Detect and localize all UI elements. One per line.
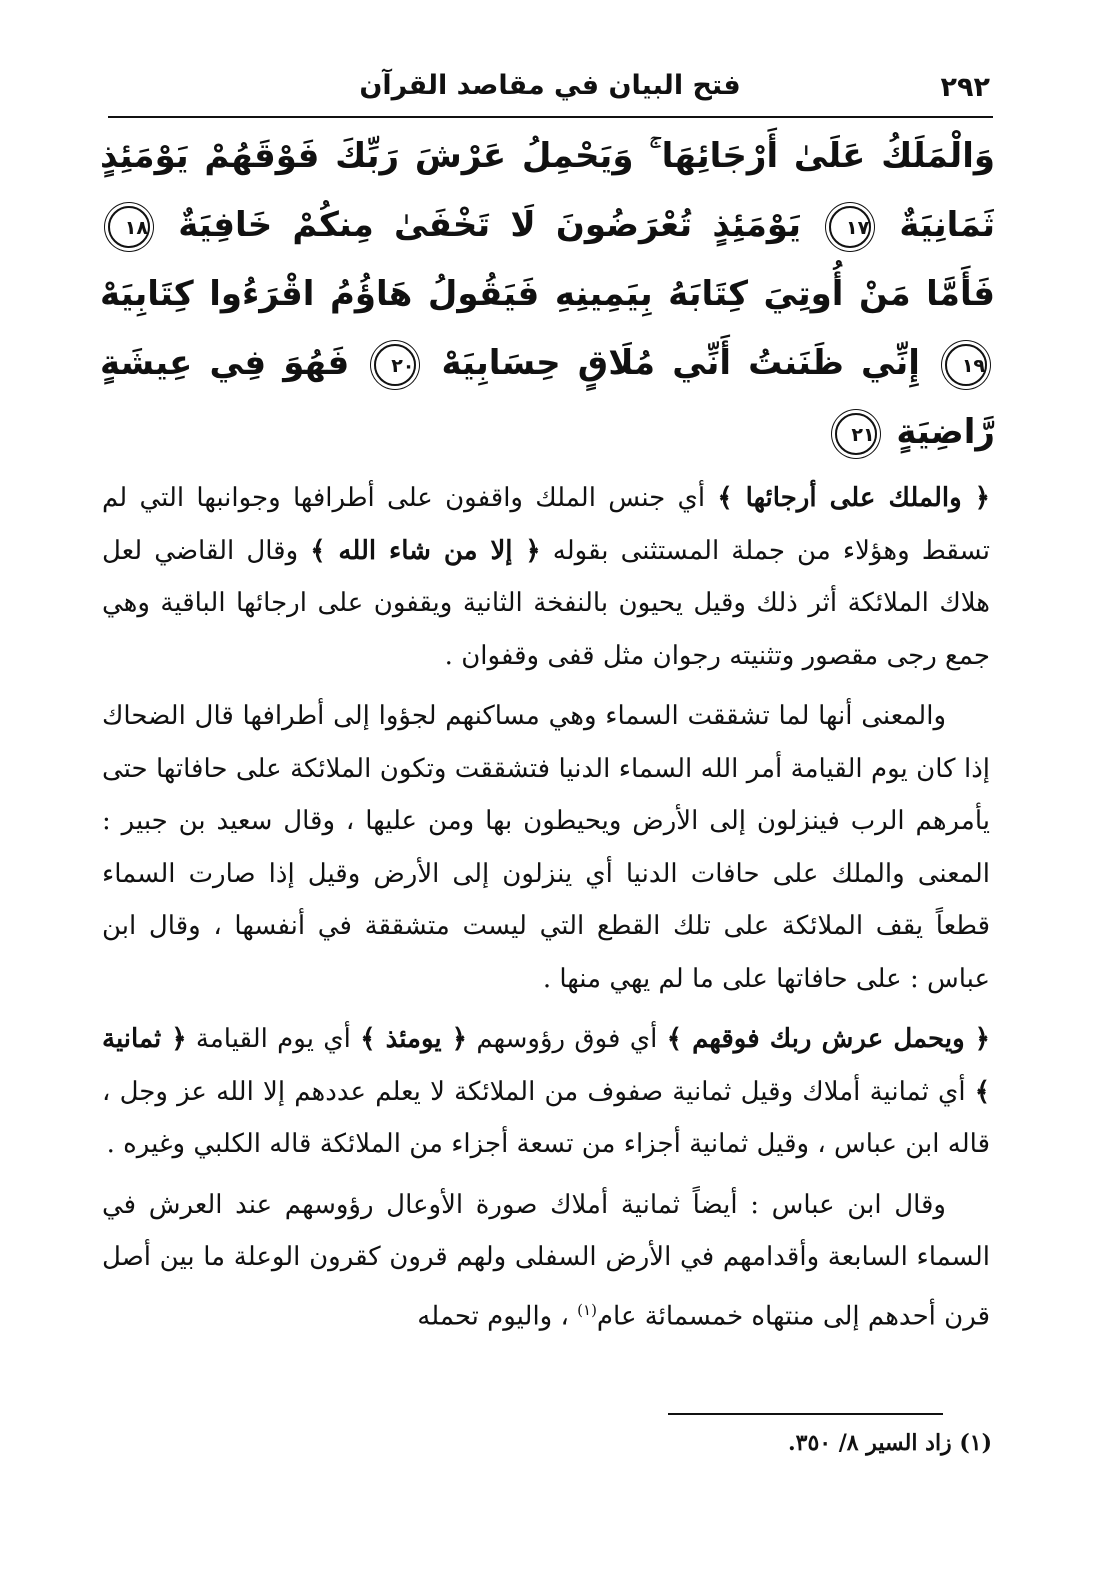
- paragraph-text: أي جنس الملك واقفون على أطرافها وجوانبها التي لم تسقط وهؤلاء من جملة المستثنى بقوله: [102, 483, 991, 566]
- verse-text: يَوْمَئِذٍ تُعْرَضُونَ لَا تَخْفَىٰ مِنكُمْ خَافِيَةٌ: [178, 205, 801, 245]
- header-divider: [108, 116, 993, 118]
- verse-text: إِنِّي ظَنَنتُ أَنِّي مُلَاقٍ حِسَابِيَهْ: [441, 343, 920, 383]
- footnote-reference[interactable]: (١): [577, 1300, 597, 1319]
- paragraph-text: أي ثمانية أملاك وقيل ثمانية صفوف من الملائكة لا يعلم عددهم إلا الله عز وجل ، قاله ابن عباس ، وقيل ثمانية أجزاء من تسعة أجزاء من الملائكة قاله الكلبي وغيره .: [102, 1076, 990, 1159]
- paragraph-text: ، واليوم تحمله: [417, 1301, 578, 1332]
- running-header: [110, 66, 990, 110]
- footnote-divider: [668, 1413, 943, 1415]
- verse-text: وَالْمَلَكُ عَلَىٰ أَرْجَائِهَا ۚ وَيَحْمِلُ عَرْشَ رَبِّكَ فَوْقَهُمْ يَوْمَئِذٍ ثَمَانِيَةٌ: [100, 136, 995, 245]
- page-number: ٢٩٢: [940, 72, 990, 103]
- quran-verses: [100, 122, 995, 467]
- ayah-number-marker: ٢٠: [374, 344, 416, 386]
- paragraph-text: وقال القاضي لعل هلاك الملائكة أثر ذلك وقيل يحيون بالنفخة الثانية ويقفون على ارجائها الباقية وهي جمع رجى مقصور وتثنيته رجوان مثل قفى وقفوان .: [102, 535, 990, 671]
- verse-text: فَأَمَّا مَنْ أُوتِيَ كِتَابَهُ بِيَمِينِهِ فَيَقُولُ هَاؤُمُ اقْرَءُوا كِتَابِيَهْ: [100, 274, 995, 314]
- commentary-paragraph: [102, 1179, 990, 1343]
- paragraph-text: أي يوم القيامة: [186, 1024, 361, 1054]
- commentary-body: [102, 472, 990, 1351]
- commentary-paragraph: [102, 472, 990, 682]
- ayah-number-marker: ١٨: [108, 206, 150, 248]
- quoted-verse: ﴿ يومئذ ﴾: [360, 1024, 468, 1054]
- footnote: (١) زاد السير ٨/ ٣٥٠.: [787, 1430, 992, 1456]
- paragraph-text: أي فوق رؤوسهم: [467, 1024, 667, 1054]
- commentary-paragraph: [102, 1013, 990, 1171]
- ayah-number-marker: ١٩: [945, 344, 987, 386]
- commentary-paragraph: والمعنى أنها لما تشققت السماء وهي مساكنهم لجؤوا إلى أطرافها قال الضحاك إذا كان يوم القيامة أمر الله السماء الدنيا فتشققت وتكون الملائكة على حافاتها حتى يأمرهم الرب فينزلون إلى الأرض ويحيطون بها ومن عليها ، وقال سعيد بن جبير : المعنى والملك على حافات الدنيا أي ينزلون إلى الأرض وقيل إذا صارت السماء قطعاً يقف الملائكة على تلك القطع التي ليست متشققة في أنفسها ، وقال ابن عباس : على حافاتها على ما لم يهي منها .: [102, 701, 990, 994]
- book-title: فتح البيان في مقاصد القرآن: [359, 70, 741, 101]
- ayah-number-marker: ٢١: [835, 413, 877, 455]
- verse-text: فَهُوَ فِي عِيشَةٍ رَّاضِيَةٍ: [100, 343, 995, 452]
- quoted-verse: ﴿ إلا من شاء الله ﴾: [310, 535, 541, 566]
- ayah-number-marker: ١٧: [829, 206, 871, 248]
- quoted-verse: ﴿ ويحمل عرش ربك فوقهم ﴾: [666, 1024, 990, 1054]
- quoted-verse: ﴿ والملك على أرجائها ﴾: [717, 483, 990, 513]
- quoted-verse: ﴿ ثمانية ﴾: [102, 1024, 990, 1107]
- paragraph-text: وقال ابن عباس : أيضاً ثمانية أملاك صورة الأوعال رؤوسهم عند العرش في السماء السابعة وأقدامهم في الأرض السفلى ولهم قرون كقرون الوعلة ما بين أصل قرن أحدهم إلى منتهاه خمسمائة عام: [102, 1189, 990, 1332]
